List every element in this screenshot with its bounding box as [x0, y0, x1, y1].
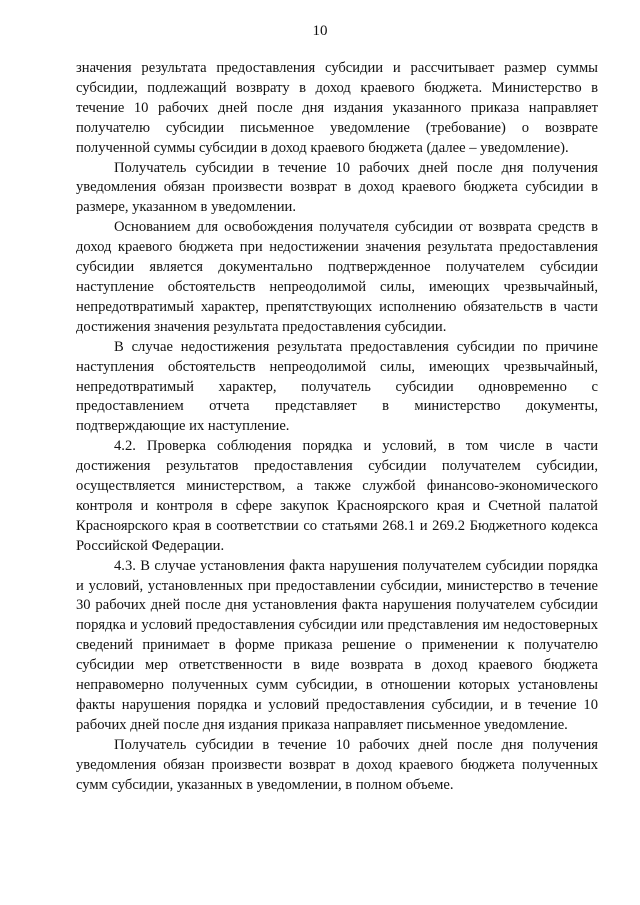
paragraph-recipient-return: Получатель субсидии в течение 10 рабочих дней после дня получения уведомления обязан произвести возврат в доход краевого бюджета субсидии в размере, указанном в уведомлении. — [76, 159, 598, 216]
paragraph-full-return: Получатель субсидии в течение 10 рабочих дней после дня получения уведомления обязан произвести возврат в доход краевого бюджета полученных сумм субсидии, указанных в уведомлении, в полном объеме. — [76, 736, 598, 793]
paragraph-return-notice: значения результата предоставления субсидии и рассчитывает размер суммы субсидии, подлежащий возврату в доход краевого бюджета. Министерство в течение 10 рабочих дней после дня издания указанного приказа направляет получателю субсидии письменное уведомление (требование) о возврате полученной суммы субсидии в доход краевого бюджета (далее – уведомление). — [76, 60, 598, 156]
paragraph-section-4-2: 4.2. Проверка соблюдения порядка и условий, в том числе в части достижения результатов предоставления субсидии получателем субсидии, осуществляется министерством, а также службой финансово-экономического контроля и контроля в сфере закупок Красноярского края и Счетной палатой Красноярского края в соответствии со статьями 268.1 и 269.2 Бюджетного кодекса Российской Федерации. — [76, 438, 598, 554]
paragraph-force-majeure-exemption: Основанием для освобождения получателя субсидии от возврата средств в доход краевого бюджета при недостижении значения результата предоставления субсидии является документально подтвержденное получателем субсидии наступление обстоятельств непреодолимой силы, имеющих чрезвычайный, непредотвратимый характер, препятствующих исполнению обязательств в части достижения значения результата предоставления субсидии. — [76, 219, 598, 335]
paragraph-section-4-3: 4.3. В случае установления факта нарушения получателем субсидии порядка и условий, установленных при предоставлении субсидии, министерство в течение 30 рабочих дней после дня установления факта нарушения получателем субсидии порядка и условий предоставления субсидии или представления им недостоверных сведений принимает в форме приказа решение о применении к получателю субсидии мер ответственности в виде возврата в доход краевого бюджета неправомерно полученных сумм субсидии, в отношении которых установлены факты нарушения порядка и условий предоставления субсидии, и в течение 10 рабочих дней после дня издания приказа направляет письменное уведомление. — [76, 557, 598, 733]
paragraph-force-majeure-documents: В случае недостижения результата предоставления субсидии по причине наступления обстоятельств непреодолимой силы, имеющих чрезвычайный, непредотвратимый характер, получатель субсидии одновременно с предоставлением отчета представляет в министерство документы, подтверждающие их наступление. — [76, 338, 598, 435]
page-number: 10 — [312, 23, 328, 39]
document-body — [76, 59, 598, 796]
